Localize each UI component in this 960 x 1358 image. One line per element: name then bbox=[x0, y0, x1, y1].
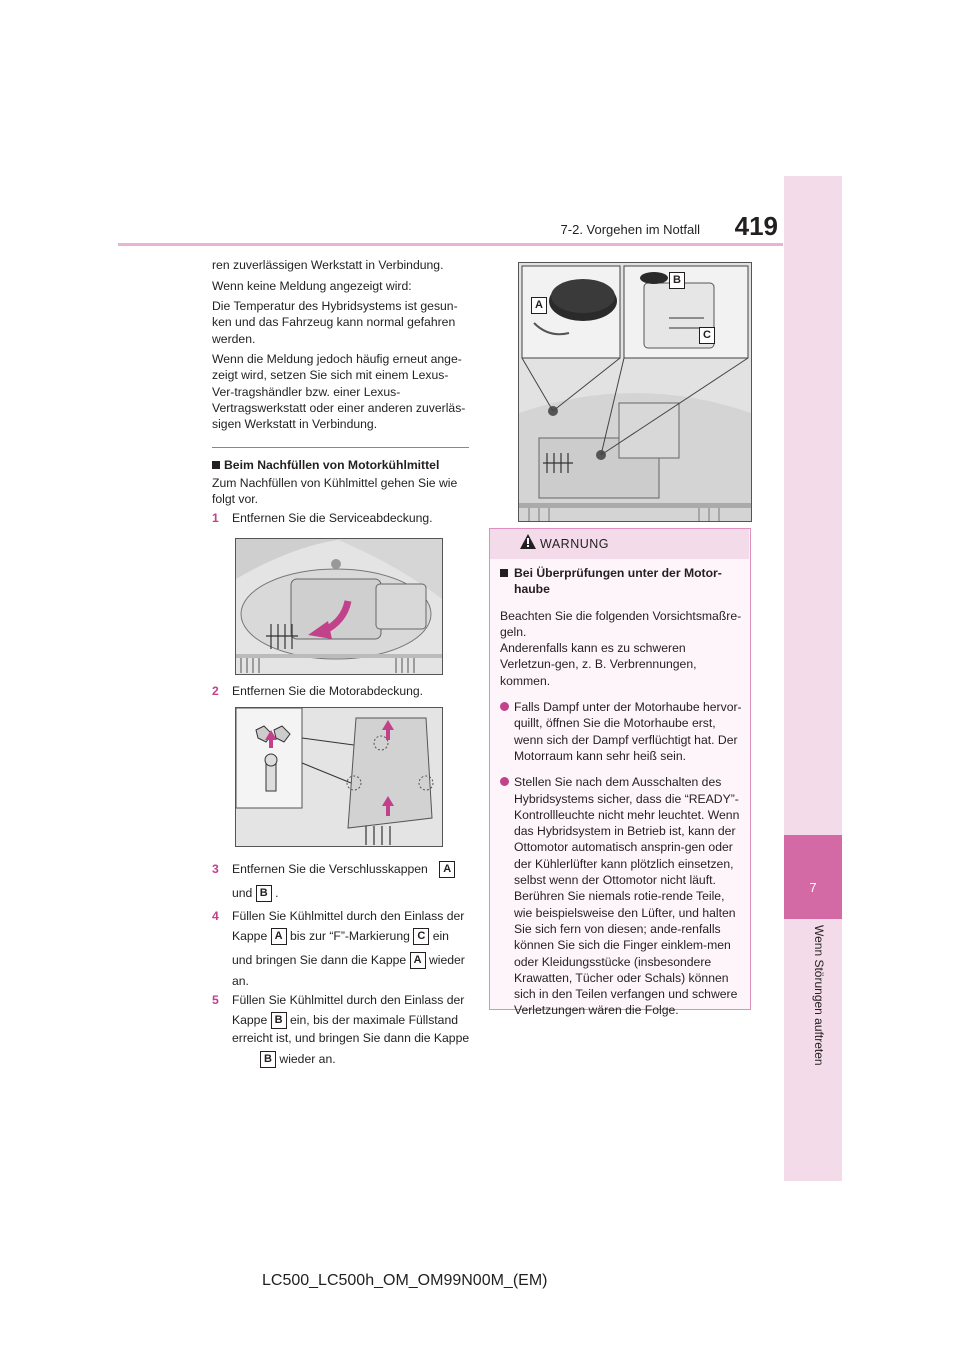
step-text: Entfernen Sie die Serviceabdeckung. bbox=[232, 511, 433, 525]
step-text: Füllen Sie Kühlmittel durch den Einlass der bbox=[232, 909, 465, 923]
warning-intro-2: Anderenfalls kann es zu schweren Verletzun-gen, z. B. Verbrennungen, kommen. bbox=[500, 641, 697, 688]
step-4 bbox=[212, 908, 474, 924]
label-a-badge: A bbox=[531, 297, 547, 314]
section-title: 7-2. Vorgehen im Notfall bbox=[560, 222, 700, 237]
step-text: Füllen Sie Kühlmittel durch den Einlass der bbox=[232, 993, 465, 1007]
step-text: erreicht ist, und bringen Sie dann die Kappe bbox=[232, 1031, 470, 1045]
section-divider bbox=[212, 447, 469, 448]
label-b-badge: B bbox=[260, 1051, 276, 1068]
step-text: Kappe B ein, bis der maximale Füllstand bbox=[232, 1012, 474, 1029]
square-bullet-icon bbox=[500, 569, 508, 577]
document-code: LC500_LC500h_OM_OM99N00M_(EM) bbox=[262, 1272, 548, 1289]
step-text: und bringen Sie dann die Kappe A wieder bbox=[232, 952, 474, 969]
paragraph-continuation: ren zuverlässigen Werkstatt in Verbindung. bbox=[212, 258, 444, 272]
label-b-badge: B bbox=[271, 1012, 287, 1029]
header-rule bbox=[118, 243, 783, 246]
step-text: und B . bbox=[232, 885, 474, 902]
step-number: 5 bbox=[212, 993, 219, 1007]
warning-intro: Beachten Sie die folgenden Vorsichtsmaßre-geln. bbox=[500, 608, 742, 639]
step-number: 4 bbox=[212, 909, 219, 923]
warning-heading: Bei Überprüfungen unter der Motor-haube bbox=[500, 565, 742, 598]
engine-cover-illustration bbox=[235, 707, 443, 847]
paragraph-temperature: Die Temperatur des Hybridsystems ist gesun-ken und das Fahrzeug kann normal gefahren werden. bbox=[212, 299, 458, 346]
step-text: Entfernen Sie die Verschlusskappen A bbox=[232, 861, 474, 878]
paragraph-repeated-message: Wenn die Meldung jedoch häufig erneut ange-zeigt wird, setzen Sie sich mit einem Lexus-Ver-tragshändler bzw. einer Lexus-Vertragswerkstatt oder einer anderen zuverläs-sigen Werkstatt in Verbindung. bbox=[212, 352, 466, 432]
warning-item: Stellen Sie nach dem Ausschalten des Hybridsystems sicher, dass die “READY”-Kontrollleuchte nicht mehr leuchtet. Wenn das Hybridsystem in Betrieb ist, kann der Ottomotor automatisch ansprin-gen oder der Kühlerlüfter kann plötzlich einsetzen, selbst wenn der Ottomotor nicht läuft. Berühren Sie niemals rotie-rende Teile, wie beispielsweise den Lüfter, und halten Sie sich fern von diesen; ande-renfalls können Sie sich die Finger einklem-men oder Kleidungsstücke (insbesondere Krawatten, Tücher oder Schals) können sich in den Teilen verfangen und schwere Verletzungen wären die Folge. bbox=[500, 774, 742, 1018]
step-3 bbox=[212, 861, 474, 877]
square-bullet-icon bbox=[212, 461, 220, 469]
step-5 bbox=[212, 992, 474, 1008]
service-cover-illustration bbox=[235, 538, 443, 675]
chapter-number: 7 bbox=[809, 880, 817, 895]
page-number: 419 bbox=[734, 211, 778, 241]
bullet-dot-icon bbox=[500, 702, 509, 711]
chapter-number-box bbox=[784, 835, 842, 919]
warning-title: WARNUNG bbox=[540, 537, 610, 551]
coolant-caps-illustration bbox=[518, 262, 752, 522]
step-text: B wieder an. bbox=[232, 1051, 474, 1068]
label-c-badge: C bbox=[699, 327, 715, 344]
bullet-dot-icon bbox=[500, 777, 509, 786]
warning-body bbox=[500, 565, 742, 1019]
label-a-badge: A bbox=[439, 861, 455, 878]
subheading: Beim Nachfüllen von Motorkühlmittel bbox=[212, 458, 439, 472]
step-text: an. bbox=[232, 974, 249, 988]
intro-text: Zum Nachfüllen von Kühlmittel gehen Sie wie folgt vor. bbox=[212, 476, 458, 507]
step-number: 1 bbox=[212, 511, 219, 525]
step-number: 3 bbox=[212, 862, 219, 876]
label-a-badge: A bbox=[410, 952, 426, 969]
paragraph-no-message: Wenn keine Meldung angezeigt wird: bbox=[212, 279, 412, 293]
step-2 bbox=[212, 683, 474, 699]
warning-triangle-icon bbox=[520, 534, 536, 554]
warning-item: Falls Dampf unter der Motorhaube hervor-quillt, öffnen Sie die Motorhaube erst, wenn sich der Dampf verflüchtigt hat. Der Motorraum kann sehr heiß sein. bbox=[500, 699, 742, 764]
label-c-badge: C bbox=[413, 928, 429, 945]
step-number: 2 bbox=[212, 684, 219, 698]
label-a-badge: A bbox=[271, 928, 287, 945]
step-text: Kappe A bis zur “F”-Markierung C ein bbox=[232, 928, 474, 945]
step-1 bbox=[212, 510, 474, 526]
label-b-badge: B bbox=[256, 885, 272, 902]
label-b-badge: B bbox=[669, 272, 685, 289]
chapter-title: Wenn Störungen auftreten bbox=[812, 925, 826, 1066]
step-text: Entfernen Sie die Motorabdeckung. bbox=[232, 684, 424, 698]
